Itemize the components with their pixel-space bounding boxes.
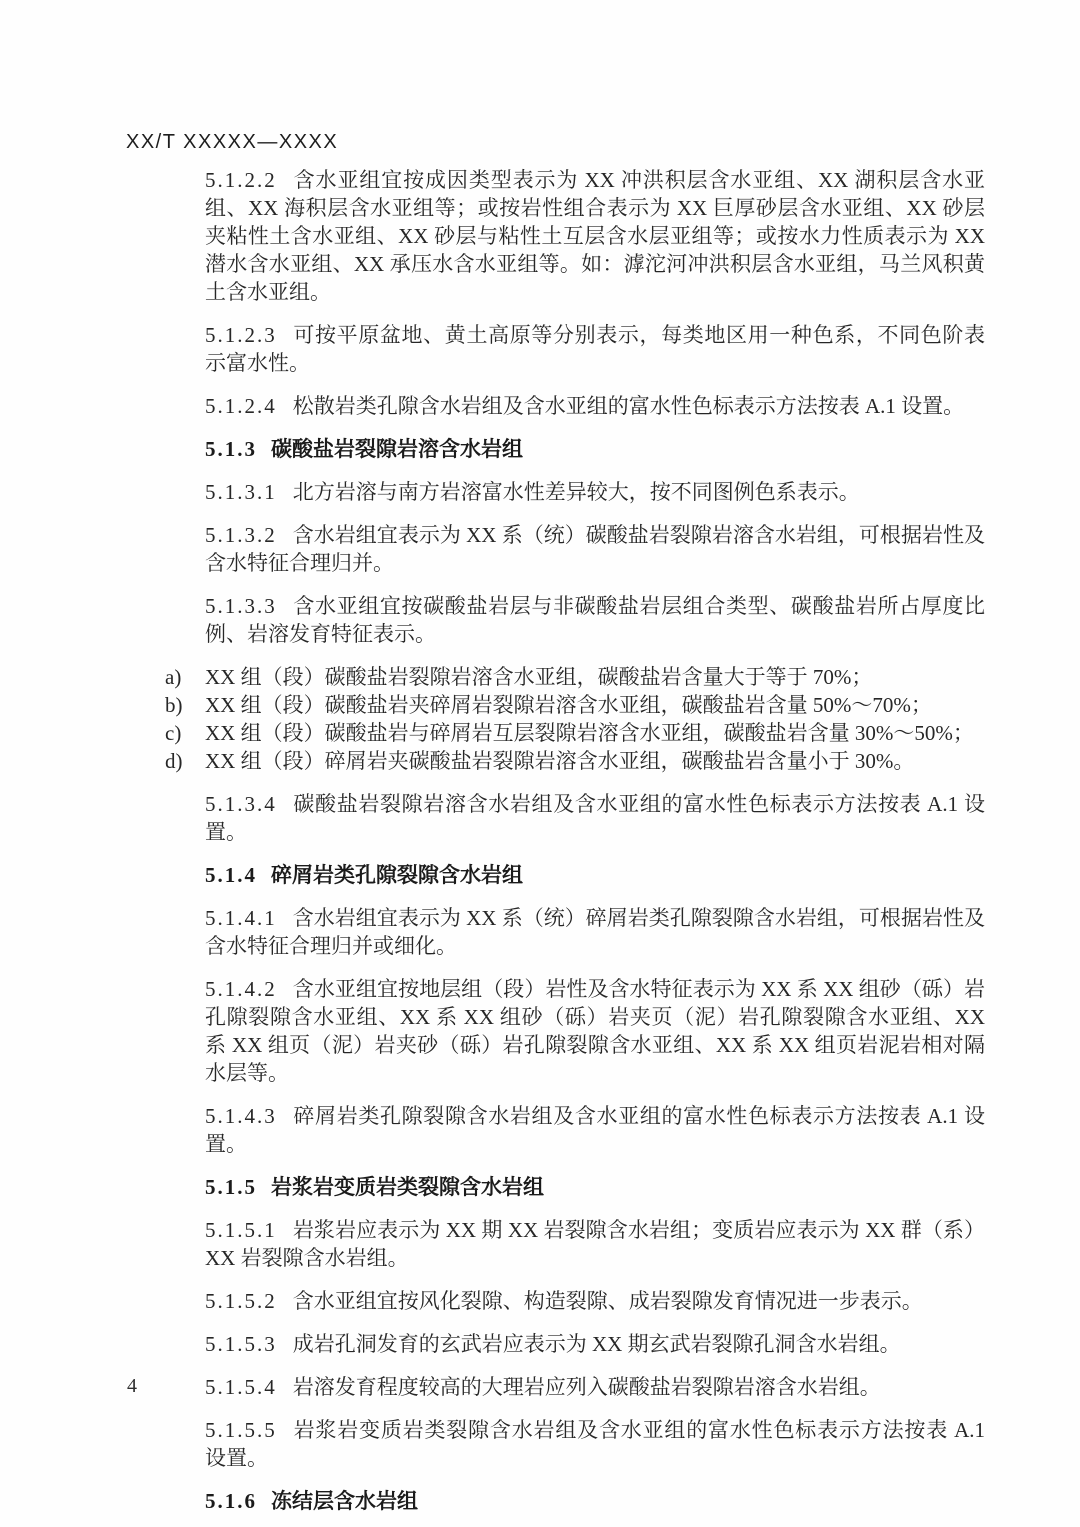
clause-5-1-5-1 xyxy=(205,1216,985,1272)
clause-5-1-2-3 xyxy=(205,321,985,377)
clause-5-1-4-2 xyxy=(205,975,985,1087)
list-item-text: XX 组（段）碳酸盐岩夹碎屑岩裂隙岩溶含水亚组，碳酸盐岩含量 50%～70%； xyxy=(205,693,932,717)
clause-text: 北方岩溶与南方岩溶富水性差异较大，按不同图例色系表示。 xyxy=(292,480,860,504)
clause-text: 含水岩组宜表示为 XX 系（统）碳酸盐岩裂隙岩溶含水岩组，可根据岩性及含水特征合理归并。 xyxy=(205,523,985,575)
list-item-text: XX 组（段）碎屑岩夹碳酸盐岩裂隙岩溶含水亚组，碳酸盐岩含量小于 30%。 xyxy=(205,749,915,773)
list-item-a xyxy=(165,663,985,691)
heading-number: 5.1.4 xyxy=(205,863,257,887)
clause-5-1-2-4 xyxy=(205,392,985,420)
clause-5-1-3-4 xyxy=(205,790,985,846)
list-item-b xyxy=(165,691,985,719)
clause-number: 5.1.2.4 xyxy=(205,394,277,418)
list-item-text: XX 组（段）碳酸盐岩裂隙岩溶含水亚组，碳酸盐岩含量大于等于 70%； xyxy=(205,665,873,689)
heading-text: 岩浆岩变质岩类裂隙含水岩组 xyxy=(271,1175,544,1199)
clause-text: 含水亚组宜按风化裂隙、构造裂隙、成岩裂隙发育情况进一步表示。 xyxy=(292,1289,923,1313)
clause-number: 5.1.5.2 xyxy=(205,1289,277,1313)
clause-number: 5.1.5.5 xyxy=(205,1418,277,1442)
clause-number: 5.1.2.3 xyxy=(205,323,277,347)
clause-text: 岩浆岩变质岩类裂隙含水岩组及含水亚组的富水性色标表示方法按表 A.1 设置。 xyxy=(205,1418,985,1470)
list-item-label: a) xyxy=(165,665,182,689)
clause-number: 5.1.3.2 xyxy=(205,523,277,547)
heading-text: 碳酸盐岩裂隙岩溶含水岩组 xyxy=(271,437,523,461)
clause-text: 碎屑岩类孔隙裂隙含水岩组及含水亚组的富水性色标表示方法按表 A.1 设置。 xyxy=(205,1104,985,1156)
clause-5-1-5-4 xyxy=(205,1373,985,1401)
heading-5-1-3 xyxy=(205,435,985,463)
clause-text: 含水亚组宜按碳酸盐岩层与非碳酸盐岩层组合类型、碳酸盐岩所占厚度比例、岩溶发育特征表示。 xyxy=(205,594,985,646)
heading-number: 5.1.6 xyxy=(205,1489,257,1513)
list-item-c xyxy=(165,719,985,747)
heading-number: 5.1.3 xyxy=(205,437,257,461)
clause-text: 岩溶发育程度较高的大理岩应列入碳酸盐岩裂隙岩溶含水岩组。 xyxy=(292,1375,881,1399)
list-item-d xyxy=(165,747,985,775)
heading-5-1-5 xyxy=(205,1173,985,1201)
standard-code-header: XX/T XXXXX—XXXX xyxy=(126,131,339,153)
list-item-text: XX 组（段）碳酸盐岩与碎屑岩互层裂隙岩溶含水亚组，碳酸盐岩含量 30%～50%； xyxy=(205,721,974,745)
clause-number: 5.1.4.3 xyxy=(205,1104,277,1128)
clause-number: 5.1.3.3 xyxy=(205,594,277,618)
clause-text: 含水亚组宜按地层组（段）岩性及含水特征表示为 XX 系 XX 组砂（砾）岩孔隙裂隙含水亚组、XX 系 XX 组砂（砾）岩夹页（泥）岩孔隙裂隙含水亚组、XX 系 XX 组页（泥）岩夹砂（砾）岩孔隙裂隙含水亚组、XX 系 XX 组页岩泥岩相对隔水层等。 xyxy=(205,977,985,1085)
list-item-label: d) xyxy=(165,749,183,773)
clause-text: 含水亚组宜按成因类型表示为 XX 冲洪积层含水亚组、XX 湖积层含水亚组、XX 海积层含水亚组等；或按岩性组合表示为 XX 巨厚砂层含水亚组、XX 砂层夹粘性土含水亚组、XX 砂层与粘性土互层含水层亚组等；或按水力性质表示为 XX 潜水含水亚组、XX 承压水含水亚组等。如：滹沱河冲洪积层含水亚组，马兰风积黄土含水亚组。 xyxy=(205,168,985,304)
clause-5-1-4-3 xyxy=(205,1102,985,1158)
heading-text: 冻结层含水岩组 xyxy=(271,1489,418,1513)
clause-5-1-3-3 xyxy=(205,592,985,648)
clause-text: 成岩孔洞发育的玄武岩应表示为 XX 期玄武岩裂隙孔洞含水岩组。 xyxy=(292,1332,901,1356)
heading-5-1-6 xyxy=(205,1487,985,1515)
lettered-list xyxy=(165,663,985,775)
list-item-label: c) xyxy=(165,721,182,745)
clause-5-1-5-5 xyxy=(205,1416,985,1472)
clause-number: 5.1.5.1 xyxy=(205,1218,277,1242)
clause-5-1-2-2 xyxy=(205,166,985,306)
heading-5-1-4 xyxy=(205,861,985,889)
clause-5-1-4-1 xyxy=(205,904,985,960)
clause-text: 松散岩类孔隙含水岩组及含水亚组的富水性色标表示方法按表 A.1 设置。 xyxy=(292,394,965,418)
heading-text: 碎屑岩类孔隙裂隙含水岩组 xyxy=(271,863,523,887)
clause-text: 可按平原盆地、黄土高原等分别表示，每类地区用一种色系，不同色阶表示富水性。 xyxy=(205,323,985,375)
clause-5-1-3-1 xyxy=(205,478,985,506)
clause-5-1-3-2 xyxy=(205,521,985,577)
clause-5-1-5-3 xyxy=(205,1330,985,1358)
clause-text: 含水岩组宜表示为 XX 系（统）碎屑岩类孔隙裂隙含水岩组，可根据岩性及含水特征合理归并或细化。 xyxy=(205,906,985,958)
clause-number: 5.1.4.2 xyxy=(205,977,277,1001)
clause-number: 5.1.5.4 xyxy=(205,1375,277,1399)
clause-number: 5.1.4.1 xyxy=(205,906,277,930)
page-number: 4 xyxy=(127,1375,137,1397)
heading-number: 5.1.5 xyxy=(205,1175,257,1199)
clause-number: 5.1.3.1 xyxy=(205,480,277,504)
clause-text: 碳酸盐岩裂隙岩溶含水岩组及含水亚组的富水性色标表示方法按表 A.1 设置。 xyxy=(205,792,985,844)
clause-text: 岩浆岩应表示为 XX 期 XX 岩裂隙含水岩组；变质岩应表示为 XX 群（系）XX 岩裂隙含水岩组。 xyxy=(205,1218,985,1270)
clause-number: 5.1.3.4 xyxy=(205,792,277,816)
list-item-label: b) xyxy=(165,693,183,717)
clause-5-1-5-2 xyxy=(205,1287,985,1315)
clause-number: 5.1.2.2 xyxy=(205,168,277,192)
document-content xyxy=(165,166,985,1527)
clause-number: 5.1.5.3 xyxy=(205,1332,277,1356)
